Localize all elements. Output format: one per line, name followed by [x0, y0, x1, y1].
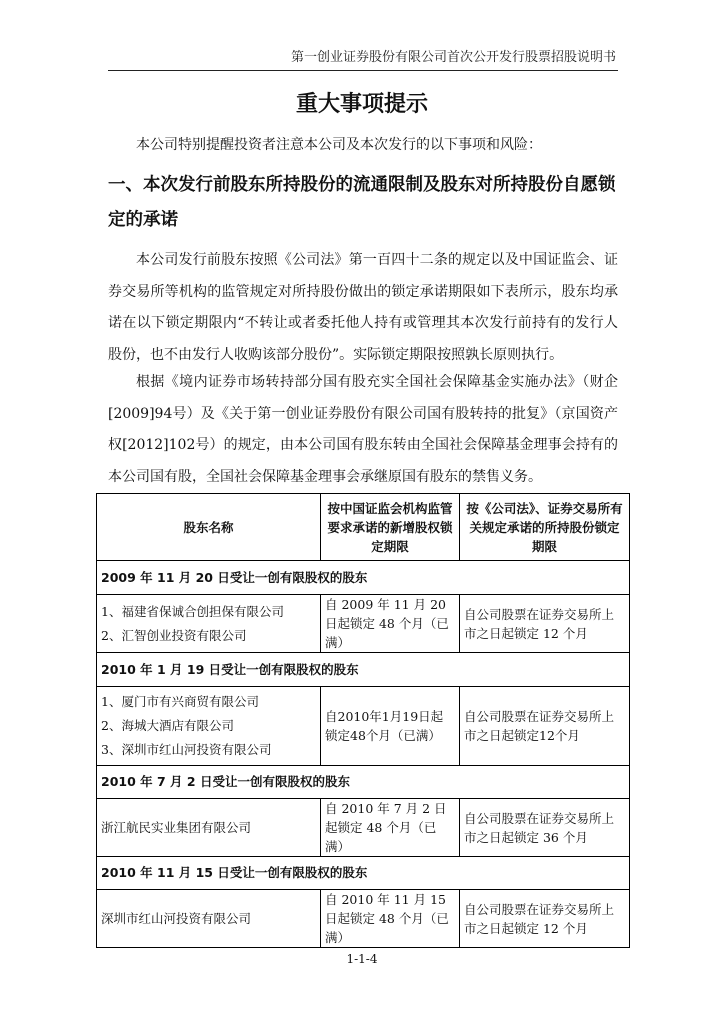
shareholder-name: 深圳市红山河投资有限公司	[101, 910, 252, 926]
shareholder-names	[97, 890, 321, 948]
column-header-csrc-lockup: 按中国证监会机构监管要求承诺的新增股权锁定期限	[321, 494, 460, 561]
column-header-exchange-lockup: 按《公司法》、证券交易所有关规定承诺的所持股份锁定期限	[460, 494, 630, 561]
lockup-paragraph: 本公司发行前股东按照《公司法》第一百四十二条的规定以及中国证监会、证券交易所等机构的监管规定对所持股份做出的锁定承诺期限如下表所示，股东均承诺在以下锁定期限内“不转让或者委托他人持有或管理其本次发行前持有的发行人股份，也不由发行人收购该部分股份”。实际锁定期限按照孰长原则执行。	[108, 252, 618, 363]
lockup-table	[96, 493, 630, 948]
csrc-lockup: 自 2010 年 7 月 2 日起锁定 48 个月（已满）	[321, 799, 460, 857]
csrc-lockup: 自 2010 年 11 月 15 日起锁定 48 个月（已满）	[321, 890, 460, 948]
transfer-paragraph: 根据《境内证券市场转持部分国有股充实全国社会保障基金实施办法》（财企[2009]94号）及《关于第一创业证券股份有限公司国有股转持的批复》（京国资产权[2012]102号）的规定，由本公司国有股东转由全国社会保障基金理事会持有的本公司国有股，全国社会保障基金理事会承继原国有股东的禁售义务。	[108, 374, 618, 485]
shareholder-name: 2、汇智创业投资有限公司	[101, 627, 247, 643]
table-row	[97, 890, 630, 948]
group-title-row	[97, 766, 630, 799]
page-title: 重大事项提示	[295, 92, 428, 117]
shareholder-name: 3、深圳市红山河投资有限公司	[101, 742, 272, 757]
shareholder-names	[97, 799, 321, 857]
shareholder-name: 2、海城大酒店有限公司	[101, 718, 234, 733]
exchange-lockup: 自公司股票在证券交易所上市之日起锁定 36 个月	[460, 799, 630, 857]
group-title: 2010 年 1 月 19 日受让一创有限股权的股东	[97, 653, 630, 687]
csrc-lockup: 自2010年1月19日起锁定48个月（已满）	[321, 687, 460, 766]
exchange-lockup: 自公司股票在证券交易所上市之日起锁定 12 个月	[460, 595, 630, 653]
csrc-lockup: 自 2009 年 11 月 20 日起锁定 48 个月（已满）	[321, 595, 460, 653]
column-header-shareholder: 股东名称	[97, 494, 321, 561]
group-title-row	[97, 857, 630, 890]
page-number: 1-1-4	[346, 952, 378, 966]
exchange-lockup: 自公司股票在证券交易所上市之日起锁定 12 个月	[460, 890, 630, 948]
exchange-lockup: 自公司股票在证券交易所上市之日起锁定12个月	[460, 687, 630, 766]
table-row	[97, 799, 630, 857]
shareholder-names	[97, 687, 321, 766]
group-title-row	[97, 653, 630, 687]
header-rule	[108, 70, 618, 71]
intro-paragraph: 本公司特别提醒投资者注意本公司及本次发行的以下事项和风险：	[136, 137, 542, 153]
section-heading: 一、本次发行前股东所持股份的流通限制及股东对所持股份自愿锁定的承诺	[108, 175, 616, 230]
running-header: 第一创业证券股份有限公司首次公开发行股票招股说明书	[290, 50, 616, 65]
group-title: 2009 年 11 月 20 日受让一创有限股权的股东	[97, 561, 630, 595]
table-header-row	[97, 494, 630, 561]
shareholder-name: 1、厦门市有兴商贸有限公司	[101, 694, 259, 709]
shareholder-name: 浙江航民实业集团有限公司	[101, 819, 252, 835]
group-title-row	[97, 561, 630, 595]
table-row	[97, 687, 630, 766]
shareholder-names	[97, 595, 321, 653]
shareholder-name: 1、福建省保诚合创担保有限公司	[101, 603, 284, 619]
table-row	[97, 595, 630, 653]
group-title: 2010 年 7 月 2 日受让一创有限股权的股东	[97, 766, 630, 799]
group-title: 2010 年 11 月 15 日受让一创有限股权的股东	[97, 857, 630, 890]
